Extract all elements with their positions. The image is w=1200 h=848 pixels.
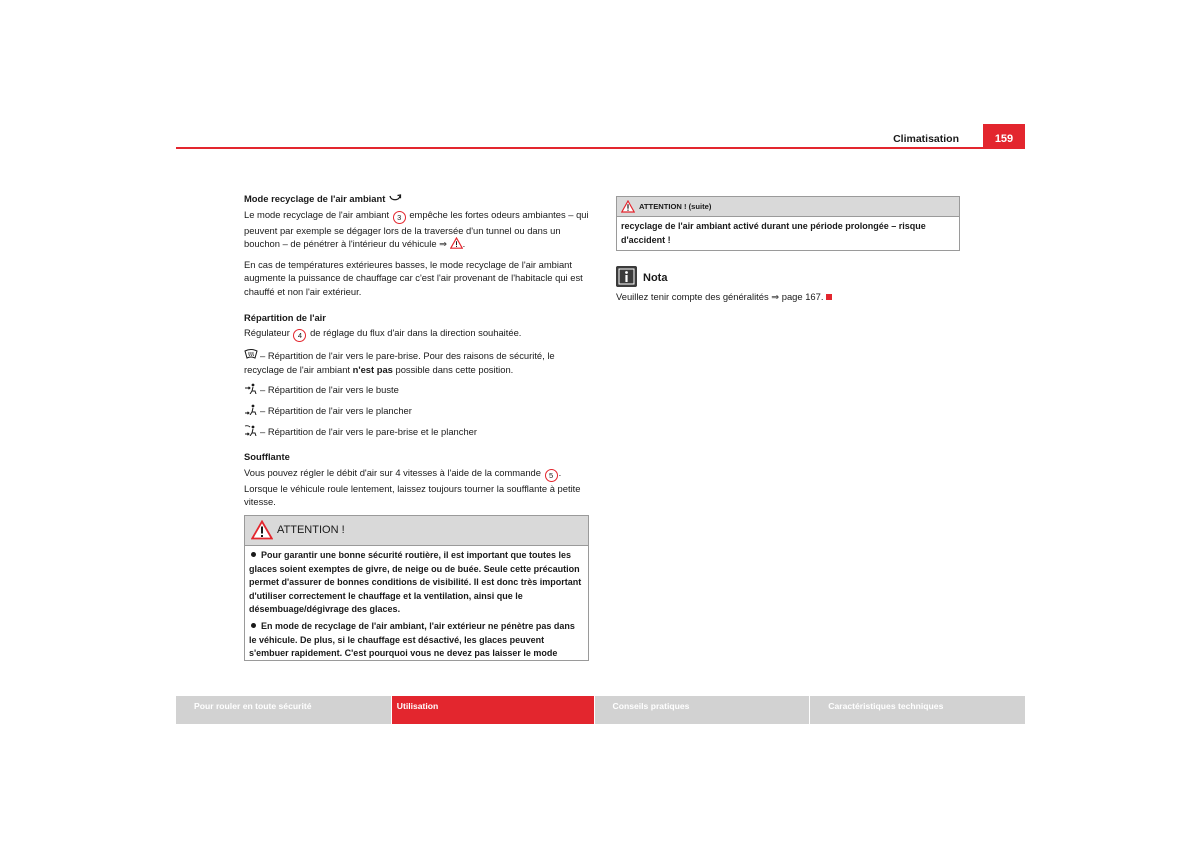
attention-bullet-2: En mode de recyclage de l'air ambiant, l'air extérieur ne pénètre pas dans le véhicule. De plus, si le chauffage est désactivé, les glaces peuvent s'embuer rapidement. C'est pourquoi vous ne devez pas laisser le mode xyxy=(249,620,575,659)
paragraph-repartition-1: Régulateur 4 de réglage du flux d'air dans la direction souhaitée. xyxy=(244,327,522,341)
callout-4: 4 xyxy=(293,329,306,342)
attention-label: ATTENTION ! xyxy=(277,524,345,536)
warning-triangle-icon xyxy=(450,237,463,249)
chapter-title: Climatisation xyxy=(893,133,959,145)
attention-continued-label: ATTENTION ! (suite) xyxy=(639,202,712,211)
note-label: Nota xyxy=(643,272,668,285)
footer-tab-conseils[interactable]: Conseils pratiques xyxy=(595,696,810,724)
attention-header xyxy=(245,516,588,546)
footer-tab-securite[interactable]: Pour rouler en toute sécurité xyxy=(176,696,391,724)
recirculation-icon xyxy=(388,192,402,203)
windshield-defrost-icon xyxy=(244,349,258,360)
paragraph-soufflante: Vous pouvez régler le débit d'air sur 4 vitesses à l'aide de la commande 5 . Lorsque le véhicule roule lentement, laissez toujours tourner la soufflante à petite vitesse. xyxy=(244,466,581,508)
list-item-plancher: – Répartition de l'air vers le plancher xyxy=(244,404,590,418)
footer-tab-caracteristiques[interactable]: Caractéristiques techniques xyxy=(810,696,1025,724)
callout-5: 5 xyxy=(545,469,558,482)
attention-continued-box xyxy=(616,196,960,251)
paragraph-recyclage-2: En cas de températures extérieures basses, le mode recyclage de l'air ambiant augmente la puissance de chauffage car c'est l'air provenant de l'habitacle qui est chauffé et non l'air extérieur. xyxy=(244,258,583,297)
footer-tab-utilisation[interactable]: Utilisation xyxy=(392,696,594,724)
section-heading-recyclage: Mode recyclage de l'air ambiant xyxy=(244,192,590,206)
list-item-windshield: – Répartition de l'air vers le pare-brise. Pour des raisons de sécurité, le recyclage de l'air ambiant n'est pas possible dans cette position. xyxy=(244,350,555,375)
list-item-pare-brise-plancher: – Répartition de l'air vers le pare-brise et le plancher xyxy=(244,425,590,439)
warning-triangle-icon xyxy=(251,520,273,540)
note-header xyxy=(616,266,960,288)
section-heading-repartition: Répartition de l'air xyxy=(244,311,326,323)
attention-continued-text: recyclage de l'air ambiant activé durant une période prolongée – risque d'accident ! xyxy=(621,221,926,245)
note-text: Veuillez tenir compte des généralités ⇒ page 167. xyxy=(616,290,960,304)
callout-3: 3 xyxy=(393,211,406,224)
air-to-upper-body-icon xyxy=(244,383,258,394)
attention-bullet-1: Pour garantir une bonne sécurité routière, il est important que toutes les glaces soient exemptes de givre, de neige ou de buée. Seule cette précaution permet d'assurer de bonnes conditions de visibilité. Il est donc très important d'utiliser correctement le chauffage et la ventilation, ainsi que le désembuage/dégivrage des glaces. xyxy=(249,550,582,615)
bullet-icon xyxy=(251,623,256,628)
attention-body xyxy=(245,546,588,661)
footer-navigation xyxy=(176,696,1025,724)
list-item-buste: – Répartition de l'air vers le buste xyxy=(244,383,590,397)
attention-continued-header xyxy=(617,197,959,217)
left-column xyxy=(244,192,590,516)
attention-box xyxy=(244,515,589,661)
air-to-windshield-and-footwell-icon xyxy=(244,425,258,436)
page-number: 159 xyxy=(983,124,1025,149)
header-rule xyxy=(176,147,1025,149)
paragraph-recyclage-1: Le mode recyclage de l'air ambiant 3 empêche les fortes odeurs ambiantes – qui peuvent par exemple se dégager lors de la traversée d'un tunnel ou dans un bouchon – de pénétrer à l'intérieur du véhicule ⇒ . xyxy=(244,208,589,250)
end-of-section-icon xyxy=(826,294,832,300)
bullet-icon xyxy=(251,552,256,557)
warning-triangle-icon xyxy=(621,200,635,213)
right-column xyxy=(616,196,960,311)
air-to-footwell-icon xyxy=(244,404,258,415)
info-icon xyxy=(616,266,637,287)
section-heading-soufflante: Soufflante xyxy=(244,451,290,463)
